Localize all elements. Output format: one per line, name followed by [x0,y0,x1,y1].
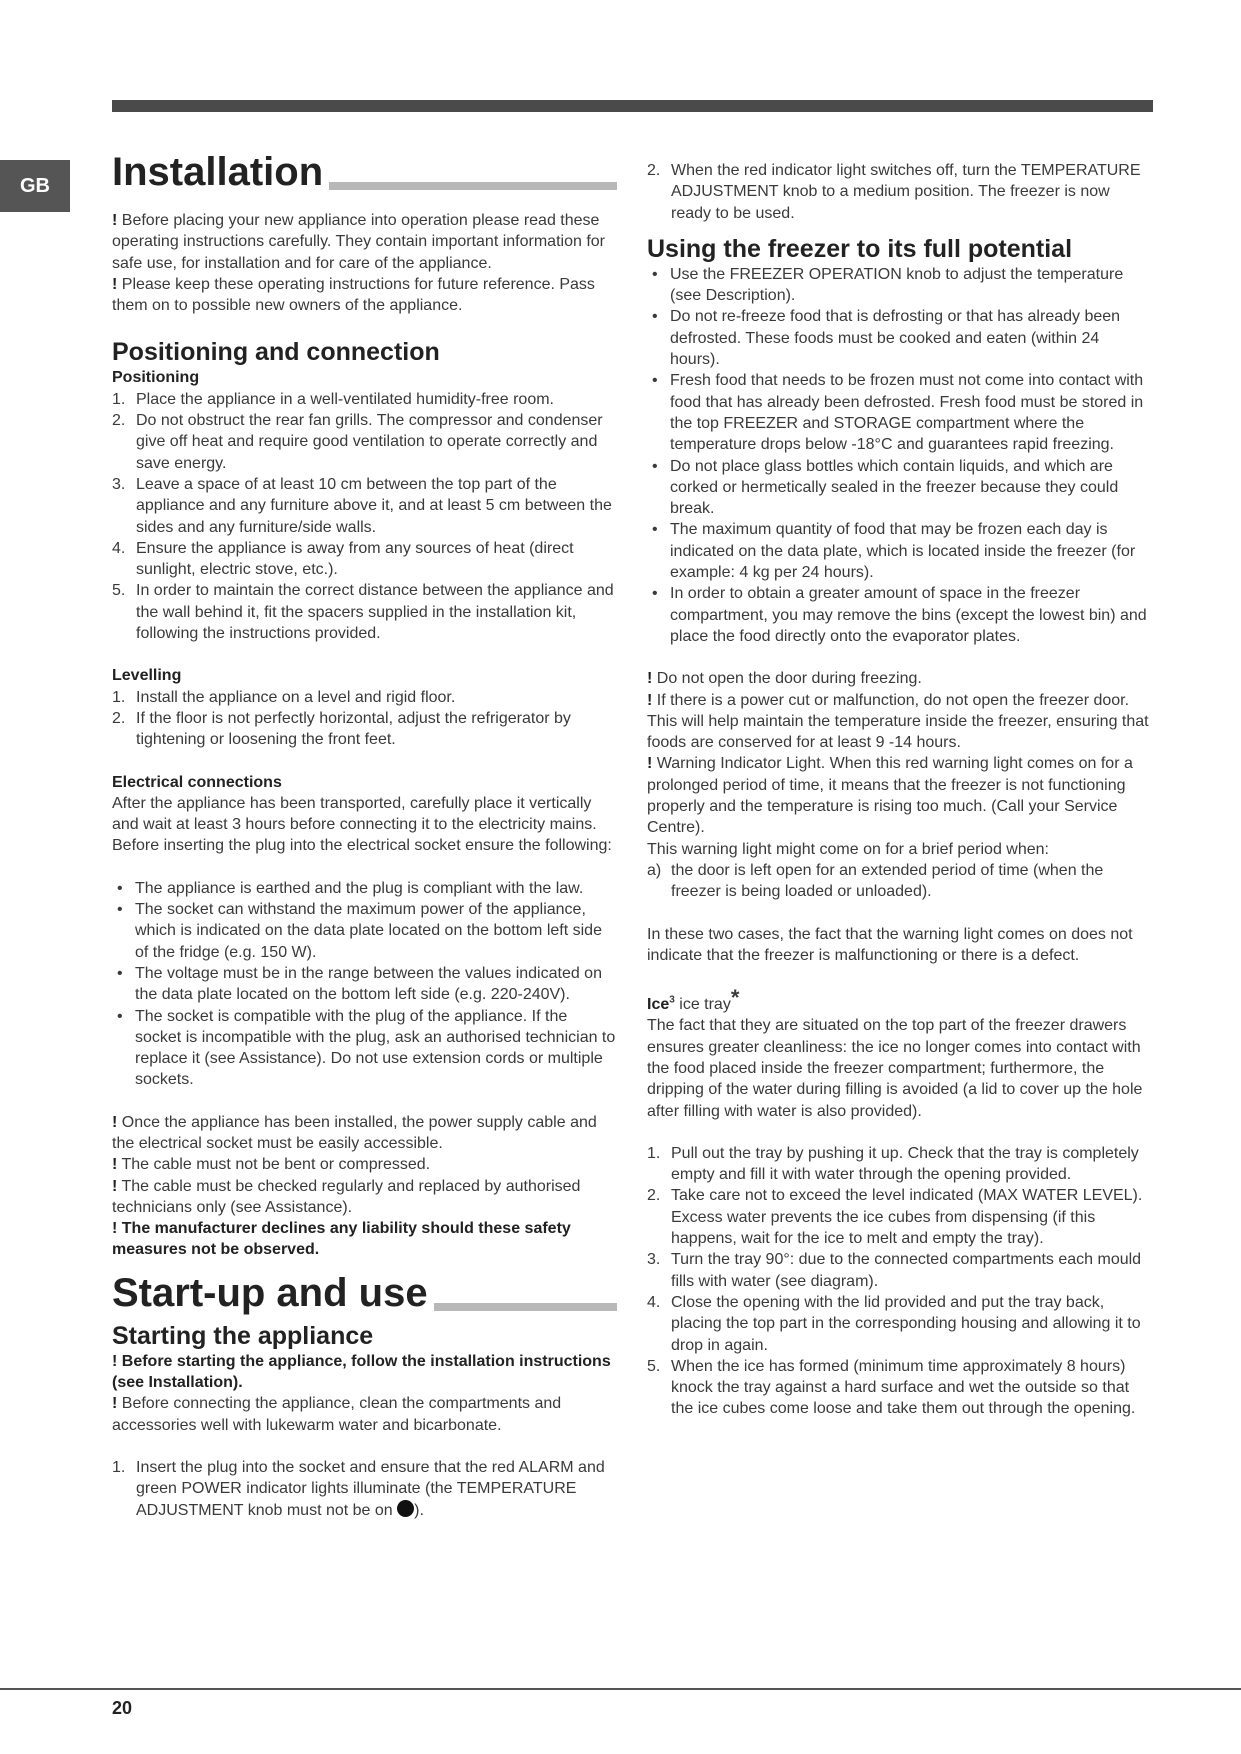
footer-rule [0,1688,1241,1690]
list-item: 1. Pull out the tray by pushing it up. Check that the tray is completely empty and fill it with water through the opening provided. [647,1144,1139,1184]
list-item: 1. Install the appliance on a level and rigid floor. [112,688,456,706]
positioning-connection-heading: Positioning and connection [112,338,440,367]
list-item: • Do not re-freeze food that is defrosting or that has already been defrosted. These foods must be cooked and eaten (within 24 hours). [652,308,1121,369]
list-item: 2. When the red indicator light switches off, turn the TEMPERATURE ADJUSTMENT knob to a medium position. The freezer is now ready to be used. [647,162,1141,222]
warning-intro: This warning light might come on for a brief period when: [647,840,1049,858]
warning-outro: In these two cases, the fact that the warning light comes on does not indicate that the freezer is malfunctioning or there is a defect. [647,925,1133,964]
ice-tray-steps [647,1143,1152,1420]
electrical-bullets [112,878,617,1091]
list-item: 3. Turn the tray 90°: due to the connected compartments each mould fills with water (see diagram). [647,1251,1142,1290]
list-item: • The voltage must be in the range between the values indicated on the data plate located on the bottom left side (e.g. 220-240V). [117,964,602,1004]
starting-appliance-heading: Starting the appliance [112,1321,374,1350]
warning-line: ! The cable must be checked regularly and replaced by authorised technicians only (see Assistance). [112,1177,581,1216]
levelling-subheading: Levelling [112,667,182,685]
freezer-heading: Using the freezer to its full potential [647,234,1073,263]
list-item: 4. Ensure the appliance is away from any sources of heat (direct sunlight, electric stove, etc.). [112,539,574,579]
warning-list [647,860,1152,903]
electrical-subheading: Electrical connections [112,773,282,791]
list-item: 2. Do not obstruct the rear fan grills. The compressor and condenser give off heat and require good ventilation to operate correctly and save energy. [112,412,603,472]
startup-heading: Start-up and use [112,1271,617,1321]
list-item: • The maximum quantity of food that may be frozen each day is indicated on the data plate, which is located inside the freezer (for example: 4 kg per 24 hours). [652,521,1136,582]
freezer-note: ! Warning Indicator Light. When this red warning light comes on for a prolonged period of time, it means that the freezer is not functioning properly and the temperature is rising too much. (Call your Service Centre). [647,755,1133,837]
list-item: 5. When the ice has formed (minimum time approximately 8 hours) knock the tray against a hard surface and wet the outside so that the ice cubes come loose and take them out through the opening. [647,1357,1136,1418]
list-item: • In order to obtain a greater amount of space in the freezer compartment, you may remove the bins (except the lowest bin) and place the food directly onto the evaporator plates. [652,585,1147,645]
list-item: a) the door is left open for an extended period of time (when the freezer is being loaded or unloaded). [647,861,1104,901]
starting-bold-note: ! Before starting the appliance, follow the installation instructions (see Installation). [112,1352,611,1392]
list-item: • Fresh food that needs to be frozen must not come into contact with food that has already been defrosted. Fresh food must be stored in the top FREEZER and STORAGE compartment where the temperature drops below -18°C and guarantees rapid freezing. [652,372,1144,454]
list-item: • The socket can withstand the maximum power of the appliance, which is indicated on the data plate located on the bottom left side of the fridge (e.g. 150 W). [117,901,602,961]
levelling-list [112,687,617,751]
list-item: 1. Place the appliance in a well-ventilated humidity-free room. [112,390,554,408]
intro-para-2: ! Please keep these operating instructions for future reference. Pass them on to possible new owners of the appliance. [112,275,595,315]
startup-steps [112,1457,617,1521]
installation-heading: Installation [112,150,617,200]
liability-notice: ! The manufacturer declines any liability should these safety measures not be observed. [112,1220,571,1259]
starting-note: ! Before connecting the appliance, clean the compartments and accessories well with lukewarm water and bicarbonate. [112,1395,562,1434]
freezer-note: ! If there is a power cut or malfunction, do not open the freezer door. This will help maintain the temperature inside the freezer, ensuring that foods are conserved for at least 9 -14 hours. [647,691,1149,752]
positioning-list [112,389,617,645]
list-item: 2. If the floor is not perfectly horizontal, adjust the refrigerator by tightening or loosening the front feet. [112,709,571,749]
warning-line: ! Once the appliance has been installed, the power supply cable and the electrical socket must be easily accessible. [112,1113,597,1152]
freezer-note: ! Do not open the door during freezing. [647,670,922,688]
ice-tray-intro: The fact that they are situated on the top part of the freezer drawers ensures greater cleanliness: the ice no longer comes into contact with the food placed inside the freezer compartment; furthermore, the dripping of the water during filling is avoided (a lid to cover up the hole after filling with water is also provided). [647,1017,1143,1120]
list-item: • Use the FREEZER OPERATION knob to adjust the temperature (see Description). [652,265,1124,305]
page-number: 20 [112,1698,133,1718]
positioning-subheading: Positioning [112,369,200,387]
ice-tray-heading: Ice$^3$ ice tray* [647,985,740,1014]
knob-off-icon [397,1500,414,1517]
list-item: • Do not place glass bottles which contain liquids, and which are corked or hermetically sealed in the freezer because they could break. [652,457,1119,518]
warning-line: ! The cable must not be bent or compressed. [112,1156,431,1174]
list-item: 2. Take care not to exceed the level indicated (MAX WATER LEVEL). Excess water prevents the ice cubes from dispensing (if this happens, wait for the ice to melt and empty the tray). [647,1187,1143,1248]
list-item: • The socket is compatible with the plug of the appliance. If the socket is incompatible with the plug, ask an authorised technician to replace it (see Assistance). Do not use extension cords or multiple sockets. [117,1007,616,1089]
list-item: 5. In order to maintain the correct distance between the appliance and the wall behind it, fit the spacers supplied in the installation kit, following the instructions provided. [112,582,614,643]
right-column [647,160,1152,1420]
list-item: • The appliance is earthed and the plug is compliant with the law. [117,879,584,897]
startup-steps-cont [647,160,1152,224]
electrical-intro: After the appliance has been transported, carefully place it vertically and wait at least 3 hours before connecting it to the electricity mains. Before inserting the plug into the electrical socket ensure the following: [112,794,612,855]
language-tab: GB [0,160,70,212]
intro-para-1: ! Before placing your new appliance into operation please read these operating instructions carefully. They contain important information for safe use, for installation and for care of the appliance. [112,212,605,272]
freezer-bullets [647,264,1152,647]
left-column [112,150,617,1521]
list-item: 3. Leave a space of at least 10 cm between the top part of the appliance and any furniture above it, and at least 5 cm between the sides and any furniture/side walls. [112,475,612,536]
list-item: 1. Insert the plug into the socket and ensure that the red ALARM and green POWER indicator lights illuminate (the TEMPERATURE ADJUSTMENT knob must not be on ). [112,1458,605,1519]
list-item: 4. Close the opening with the lid provided and put the tray back, placing the top part in the corresponding housing and allowing it to drop in again. [647,1293,1141,1354]
top-bar [112,100,1153,112]
